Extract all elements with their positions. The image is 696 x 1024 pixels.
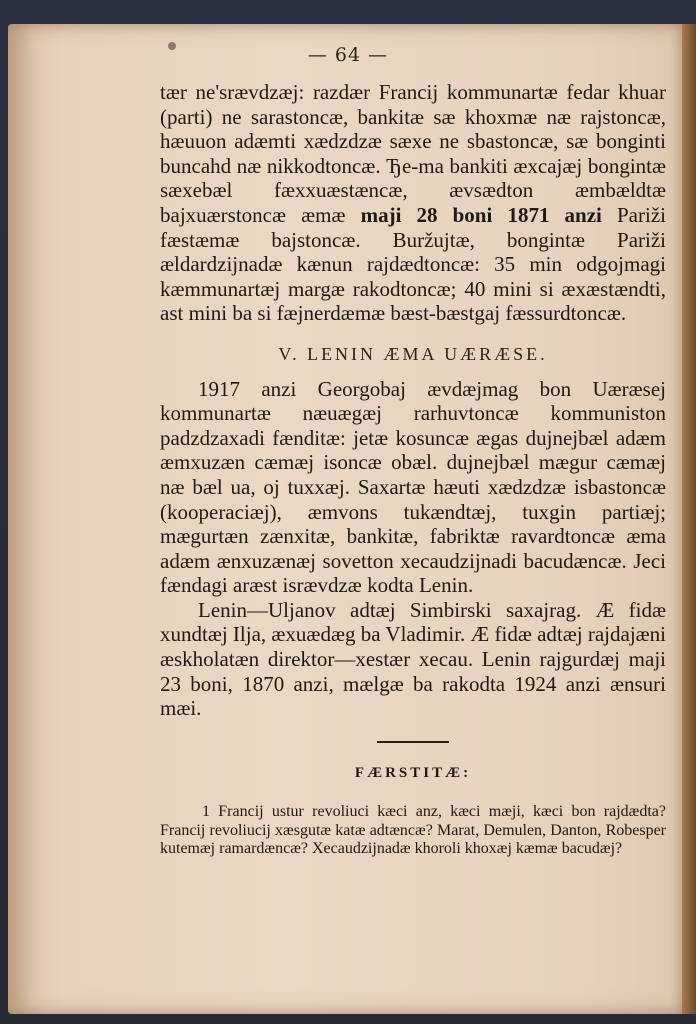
divider	[377, 741, 449, 743]
paragraph-1-text-a: tær ne'srævdzæj: razdær Francij kommunartæ fedar khuar (parti) ne sarastoncæ, bankitæ sæ khoxmæ næ rajstoncæ, hæuuon adæmti xædzdzæ sæxe ne sbastoncæ, sæ bonginti buncahd næ nikkodtoncæ. Ђe-ma bankiti æxcajæj bongintæ sæxebæl fæxxuæstæncæ, ævsædton æmbældtæ bajxuærstoncæ æmæ	[160, 80, 666, 227]
paragraph-3: Lenin—Uljanov adtæj Simbirski saxajrag. Æ fidæ xundtæj Ilja, æxuædæg ba Vladimir. Æ fidæ adtæj rajdajæni æskholatæn direktor—xestær xecau. Lenin rajgurdæj maji 23 boni, 1870 anzi, mælgæ ba rakodta 1924 anzi ænsuri mæi.	[160, 597, 666, 721]
section-heading: V. LENIN ÆMA UÆRÆSE.	[278, 343, 548, 364]
paragraph-1	[160, 80, 666, 326]
book-edge	[682, 24, 696, 1014]
page-content	[160, 80, 666, 859]
question-item: 1 Francij ustur revoliuci kæci anz, kæci mæji, kæci bon rajdædta? Francij revoliucij xæsgutæ katæ adtæncæ? Marat, Demulen, Danton, Robesper kutemæj ramardæncæ? Xecaudzijnadæ khoroli khoxæj kæmæ bacudæj?	[160, 803, 666, 858]
emphasized-date: maji 28 boni 1871 anzi	[360, 202, 602, 227]
questions-title: FÆRSTITÆ:	[354, 764, 472, 781]
page-number: — 64 —	[307, 44, 389, 66]
paragraph-2: 1917 anzi Georgobaj ævdæjmag bon Uæræsej kommunartæ næuægæj rarhuvtoncæ kommuniston padzdzaxadi fænditæ: jetæ kosuncæ ægas dujnejbæl adæm æmxuzæn cæmæj isoncæ obæl. dujnejbæl mægur cæmæj næ bæl ua, oj tuxxæj. Saxartæ hæuti xædzdzæ isbastoncæ (kooperaciæj), æmvons tukændtæj, tuxgin partiæj; mægurtæn zænxitæ, bankitæ, fabriktæ ravardtoncæ æma adæm ænxuzænæj sovetton xecaudzijnadi bacudæncæ. Jeci fændagi aræst isrævdzæ kodta Lenin.	[160, 376, 666, 598]
paragraph-1-text-b: Pariži fæstæmæ bajstoncæ. Buržujtæ, bongintæ Pariži ældardzijnadæ kænun rajdædtoncæ: 35 min odgojmagi kæmmunartæj margæ rakodtoncæ; 40 mini si æxæstændti, ast mini ba si fæjnerdæmæ bæst-bæstgaj fæssurdtoncæ.	[160, 202, 666, 326]
